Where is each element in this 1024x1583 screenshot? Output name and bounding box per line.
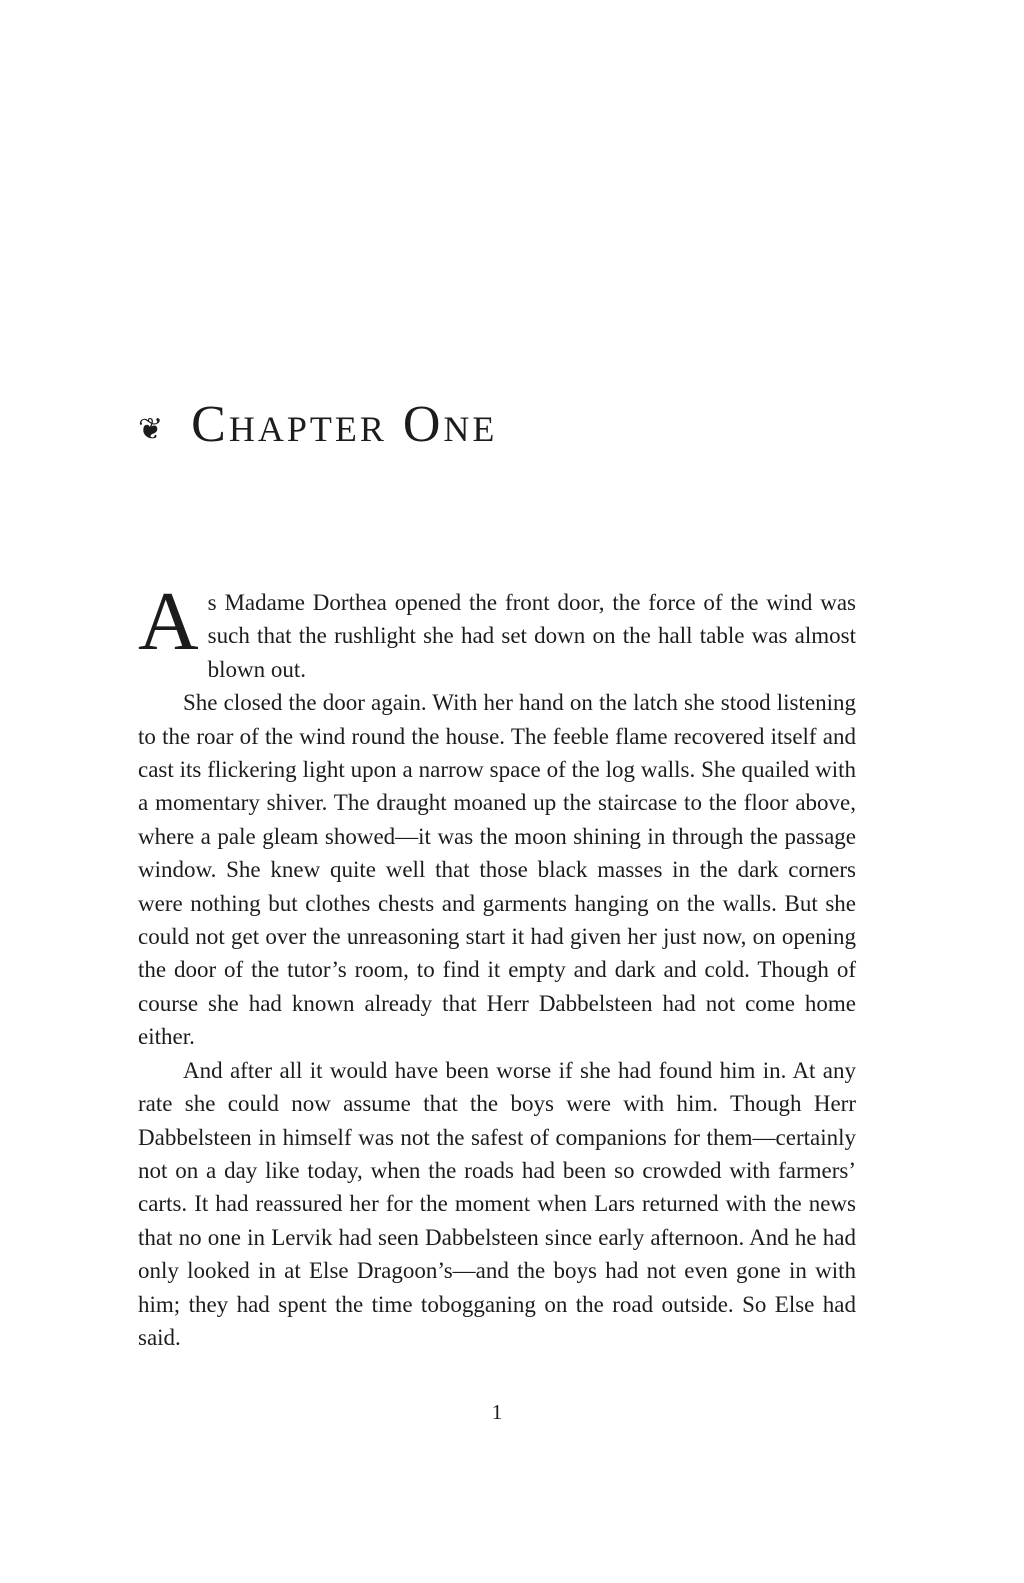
paragraph: And after all it would have been worse if she had found him in. At any rate she could now assume that the boys were with him. Though Herr Dabbelsteen in himself was not the safest of companions for them—certainly not on a day like today, when the roads had been so crowded with farmers’ carts. It had reassured her for the moment when Lars returned with the news that no one in Lervik had seen Dabbelsteen since early afternoon. And he had only looked in at Else Dragoon’s—and the boys had not even gone in with him; they had spent the time tobogganing on the road outside. So Else had said. [138, 1057, 856, 1350]
chapter-body [138, 575, 856, 1354]
paragraph-text: s Madame Dorthea opened the front door, the force of the wind was such that the rushlight she had set down on the hall table was almost blown out. [207, 590, 856, 682]
chapter-ornament-icon: ❦ [138, 413, 164, 446]
drop-cap: A [138, 575, 199, 668]
chapter-title: Chapter One [191, 396, 498, 453]
page-number: 1 [491, 1400, 503, 1424]
chapter-heading [138, 396, 498, 453]
paragraph: She closed the door again. With her hand on the latch she stood listening to the roar of the wind round the house. The feeble flame recovered itself and cast its flickering light upon a narrow space of the log walls. She quailed with a momentary shiver. The draught moaned up the staircase to the floor above, where a pale gleam showed—it was the moon shining in through the passage window. She knew quite well that those black masses in the dark corners were nothing but clothes chests and garments hanging on the walls. But she could not get over the unreasoning start it had given her just now, on opening the door of the tutor’s room, to find it empty and dark and cold. Though of course she had known already that Herr Dabbelsteen had not come home either. [138, 690, 856, 1050]
paragraph [138, 575, 856, 686]
